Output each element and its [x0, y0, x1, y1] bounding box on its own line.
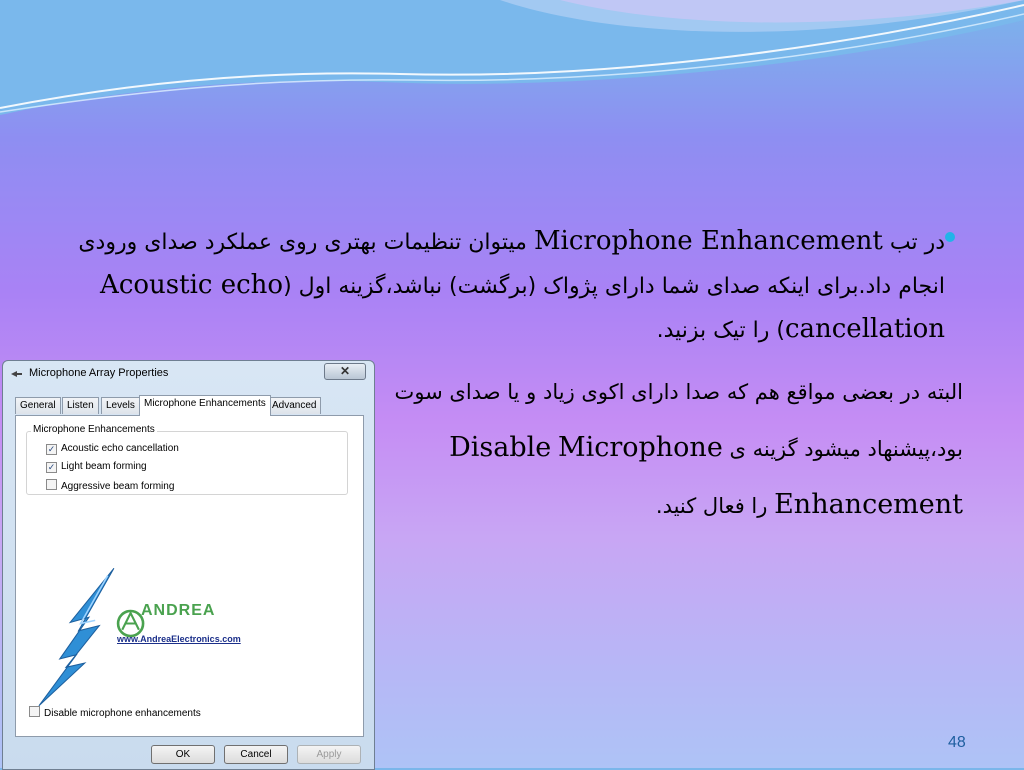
- option-acoustic-echo-cancellation[interactable]: [46, 443, 179, 455]
- checkbox-checked-icon[interactable]: ✓: [47, 444, 56, 454]
- checkbox-unchecked-icon[interactable]: [29, 706, 40, 717]
- tab-panel: [15, 415, 364, 737]
- paragraph-2-text-a: البته در بعضی مواقع هم که صدا دارای اکوی زیاد و یا صدای سوت بود،پیشنهاد میشود گزینه ی: [394, 380, 963, 461]
- tab-listen-label: Listen: [67, 400, 94, 411]
- paragraph-2: [385, 365, 963, 534]
- paragraph-1-text-c: ) را تیک بزنید.: [656, 318, 785, 343]
- tab-levels-label: Levels: [106, 400, 135, 411]
- ok-button[interactable]: OK: [151, 745, 215, 764]
- microphone-properties-dialog: [2, 360, 375, 770]
- microphone-icon: [10, 370, 23, 378]
- tab-general-label: General: [20, 400, 56, 411]
- close-button[interactable]: [324, 363, 366, 380]
- tab-advanced-label: Advanced: [272, 400, 317, 411]
- option-label: Acoustic echo cancellation: [61, 443, 179, 454]
- paragraph-2-text-c: را فعال کنید.: [655, 494, 775, 518]
- decorative-waves: [0, 0, 1024, 130]
- logo-brand-text: ANDREA: [141, 602, 216, 619]
- option-label: Light beam forming: [61, 461, 147, 472]
- paragraph-1-latin-a: Microphone Enhancement: [533, 226, 883, 256]
- tab-microphone-enhancements[interactable]: [139, 395, 271, 416]
- close-icon: ✕: [339, 364, 351, 378]
- dialog-tabs: [15, 395, 365, 415]
- page-number: 48: [948, 734, 966, 751]
- disable-enhancements-row[interactable]: [29, 706, 201, 719]
- logo-url-link[interactable]: www.AndreaElectronics.com: [117, 634, 241, 644]
- option-label: Aggressive beam forming: [61, 481, 175, 492]
- enhancements-group-label: Microphone Enhancements: [33, 424, 155, 435]
- apply-button[interactable]: Apply: [297, 745, 361, 764]
- tab-microphone-enhancements-label: Microphone Enhancements: [144, 398, 266, 409]
- paragraph-1-text-a: در تب: [882, 230, 945, 255]
- checkbox-checked-icon[interactable]: ✓: [47, 462, 56, 472]
- paragraph-1-text-b: میتوان تنظیمات بهتری روی عملکرد صدای ورودی انجام داد.برای اینکه صدای شما دارای پژواک (برگشت) نباشد،گزینه اول (: [78, 230, 945, 299]
- tab-general[interactable]: [15, 397, 61, 414]
- paragraph-2-text-b: [551, 437, 558, 461]
- cancel-button[interactable]: Cancel: [224, 745, 288, 764]
- disable-enhancements-label: Disable microphone enhancements: [44, 708, 201, 719]
- option-light-beam-forming[interactable]: [46, 461, 147, 473]
- dialog-title-bar[interactable]: [3, 361, 374, 387]
- paragraph-1-latin-b: Acoustic echo cancellation: [100, 270, 945, 344]
- tab-listen[interactable]: [62, 397, 99, 414]
- paragraph-1: [55, 220, 945, 352]
- tab-levels[interactable]: [101, 397, 140, 414]
- option-aggressive-beam-forming[interactable]: [46, 479, 174, 492]
- bullet-point: [945, 232, 955, 242]
- paragraph-2-latin-a: Disable: [449, 432, 552, 463]
- paragraph-2-latin-b: Microphone Enhancement: [557, 432, 963, 520]
- tab-advanced[interactable]: [267, 397, 321, 414]
- dialog-title: Microphone Array Properties: [29, 367, 169, 379]
- checkbox-unchecked-icon[interactable]: [46, 479, 57, 490]
